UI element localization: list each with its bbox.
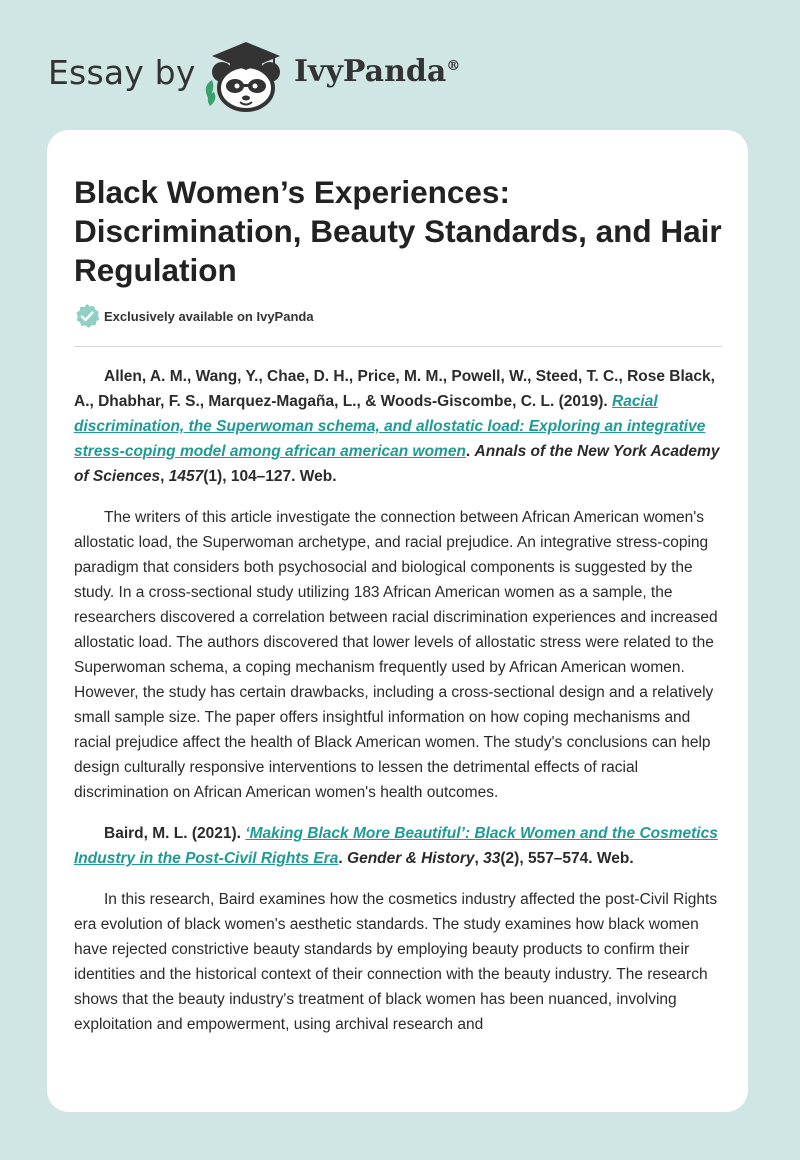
reference-authors: Baird, M. L. (2021). <box>104 825 246 842</box>
essay-card <box>47 130 748 1112</box>
reference-volume: 1457 <box>168 468 204 485</box>
reference-entry: Baird, M. L. (2021). ‘Making Black More Beautiful’: Black Women and the Cosmetics Industry in the Post-Civil Rights Era. Gender & History, 33(2), 557–574. Web. <box>74 825 718 867</box>
check-badge-icon <box>74 303 100 329</box>
reference-authors: Allen, A. M., Wang, Y., Chae, D. H., Price, M. M., Powell, W., Steed, T. C., Rose Black, A., Dhabhar, F. S., Marquez-Magaña, L., & Woods-Giscombe, C. L. (2019). <box>74 368 715 410</box>
reference-details: (1), 104–127. Web. <box>203 468 337 485</box>
page-title: Black Women’s Experiences: Discrimination, Beauty Standards, and Hair Regulation <box>74 174 722 288</box>
divider <box>74 346 722 347</box>
reference-details: (2), 557–574. Web. <box>500 850 634 867</box>
essay-content <box>74 364 724 1053</box>
brand-name[interactable]: IvyPanda® <box>294 54 461 89</box>
reference-volume: 33 <box>483 850 501 867</box>
brand-prefix: Essay by <box>48 53 196 92</box>
reference-entry: Allen, A. M., Wang, Y., Chae, D. H., Price, M. M., Powell, W., Steed, T. C., Rose Black, A., Dhabhar, F. S., Marquez-Magaña, L., & Woods-Giscombe, C. L. (2019). Racial discrimination, the Superwoman schema, and allostatic load: Exploring an integrative stress-coping model among african american women. Annals of the New York Academy of Sciences, 1457(1), 104–127. Web. <box>74 368 720 485</box>
exclusive-badge <box>74 303 314 329</box>
reference-link[interactable]: ‘Making Black More Beautiful’: Black Women and the Cosmetics Industry in the Post-Civil Rights Era <box>74 825 718 867</box>
reference-journal: Annals of the New York Academy of Sciences <box>74 443 720 485</box>
panda-logo-icon[interactable] <box>200 36 292 112</box>
site-header <box>48 36 548 116</box>
exclusive-label: Exclusively available on IvyPanda <box>104 308 314 324</box>
reference-summary: In this research, Baird examines how the cosmetics industry affected the post-Civil Rights era evolution of black women's aesthetic standards. The study examines how black women have rejected constrictive beauty standards by employing beauty products to confirm their identities and the historical context of their connection with the beauty industry. The research shows that the beauty industry's treatment of black women has been nuanced, involving exploitation and empowerment, using archival research and <box>74 891 718 1033</box>
reference-summary: The writers of this article investigate the connection between African American women's allostatic load, the Superwoman archetype, and racial prejudice. An integrative stress-coping paradigm that considers both psychosocial and biological components is suggested by the study. In a cross-sectional study utilizing 183 African American women as a sample, the researchers discovered a correlation between racial discrimination experiences and increased allostatic load. The authors discovered that lower levels of allostatic stress were related to the Superwoman schema, a coping mechanism frequently used by African American women. However, the study has certain drawbacks, including a cross-sectional design and a relatively small sample size. The paper offers insightful information on how coping mechanisms and racial prejudice affect the health of Black American women. The study's conclusions can help design culturally responsive interventions to lessen the detrimental effects of racial discrimination on African American women's health outcomes. <box>74 509 718 801</box>
reference-journal: Gender & History <box>347 850 475 867</box>
reference-link[interactable]: Racial discrimination, the Superwoman schema, and allostatic load: Exploring an integrative stress-coping model among african american women <box>74 393 706 460</box>
